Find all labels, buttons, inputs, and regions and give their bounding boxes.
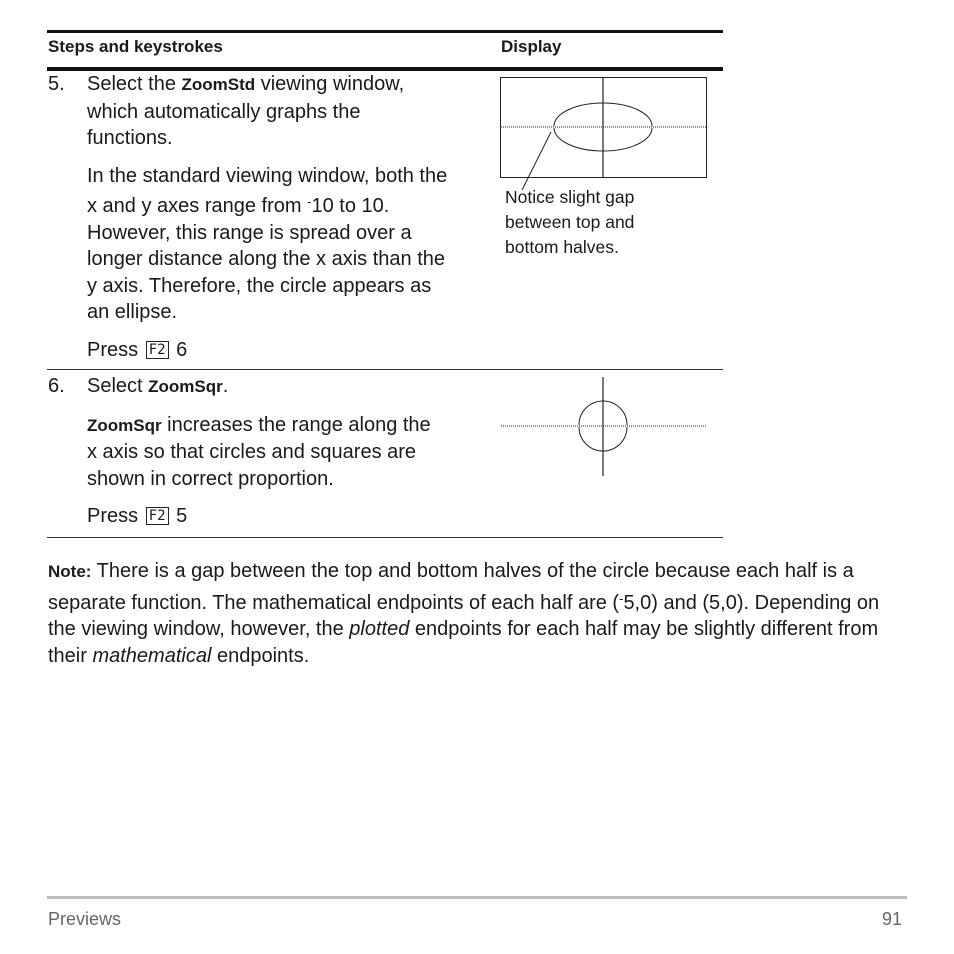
step5-line1-post: viewing window, — [255, 73, 405, 95]
step6-para-l1 — [87, 412, 497, 440]
step6-press — [87, 503, 497, 530]
zoomsqr-command: ZoomSqr — [148, 377, 223, 396]
gap-callout — [505, 185, 705, 260]
zoomsqr-command-inline: ZoomSqr — [87, 415, 162, 435]
press-label: Press — [87, 338, 144, 361]
zoomsqr-graph — [500, 376, 708, 478]
step6-line1 — [87, 373, 497, 401]
note-label: Note: — [48, 562, 92, 581]
negative-sign: - — [619, 590, 624, 606]
f2-key: F2 — [146, 341, 169, 359]
note-text-4: endpoints. — [211, 644, 310, 667]
step5-para-l2-post: 10 to 10. — [311, 195, 390, 217]
table-top-rule — [47, 30, 723, 33]
note-text-3: endpoints for each half may be slightly different from their — [48, 618, 879, 667]
step5-para-l6: an ellipse. — [87, 301, 178, 323]
step5-number: 5. — [48, 73, 65, 95]
note-text-1: There is a gap between the top and bottom halves of the circle because each half is a separate function. The mathematical endpoints of each half are ( — [48, 560, 854, 614]
step5-para-l5: y axis. Therefore, the circle appears as — [87, 274, 432, 297]
note-emphasis-plotted: plotted — [349, 618, 410, 640]
step6-text — [87, 373, 497, 530]
step5-line2: which automatically graphs the — [87, 100, 361, 123]
step5-para-l2 — [87, 189, 497, 220]
f2-key: F2 — [146, 507, 169, 525]
callout-line2: between top and — [505, 212, 635, 232]
callout-line1: Notice slight gap — [505, 187, 635, 207]
step5-text — [87, 71, 497, 363]
press-digit: 6 — [170, 338, 188, 361]
step6-para-l2: x axis so that circles and squares are — [87, 441, 417, 463]
step6-para-l3: shown in correct proportion. — [87, 467, 334, 490]
callout-line3: bottom halves. — [505, 237, 619, 257]
step5-para-l3: However, this range is spread over a — [87, 221, 412, 244]
step5-line1-pre: Select the — [87, 73, 182, 95]
zoomstd-command: ZoomStd — [181, 75, 256, 94]
step5-para-l1: In the standard viewing window, both the — [87, 164, 448, 187]
step6-line1-post: . — [222, 375, 229, 397]
press-digit: 5 — [170, 505, 188, 527]
header-steps: Steps and keystrokes — [48, 37, 223, 56]
note-paragraph — [48, 558, 908, 669]
step5-press — [87, 337, 497, 364]
table-bottom-rule — [47, 537, 723, 538]
note-text-2: 5,0) and (5,0). Depending on the viewing window, however, the — [48, 591, 880, 640]
footer-rule — [47, 896, 907, 899]
step6-para-l1-post: increases the range along the — [161, 413, 431, 436]
row-divider — [47, 369, 723, 370]
press-label: Press — [87, 505, 144, 527]
step5-para-l4: longer distance along the x axis than the — [87, 248, 446, 270]
header-display: Display — [501, 37, 562, 56]
footer-section: Previews — [48, 909, 122, 929]
step5-para-l2-pre: x and y axes range from — [87, 195, 308, 217]
note-emphasis-mathematical: mathematical — [92, 644, 212, 667]
step6-number: 6. — [48, 375, 65, 397]
page-number: 91 — [882, 909, 903, 929]
step6-line1-pre: Select — [87, 375, 149, 397]
step5-line1 — [87, 71, 497, 99]
step5-line3: functions. — [87, 127, 173, 149]
negative-sign: - — [307, 194, 312, 209]
